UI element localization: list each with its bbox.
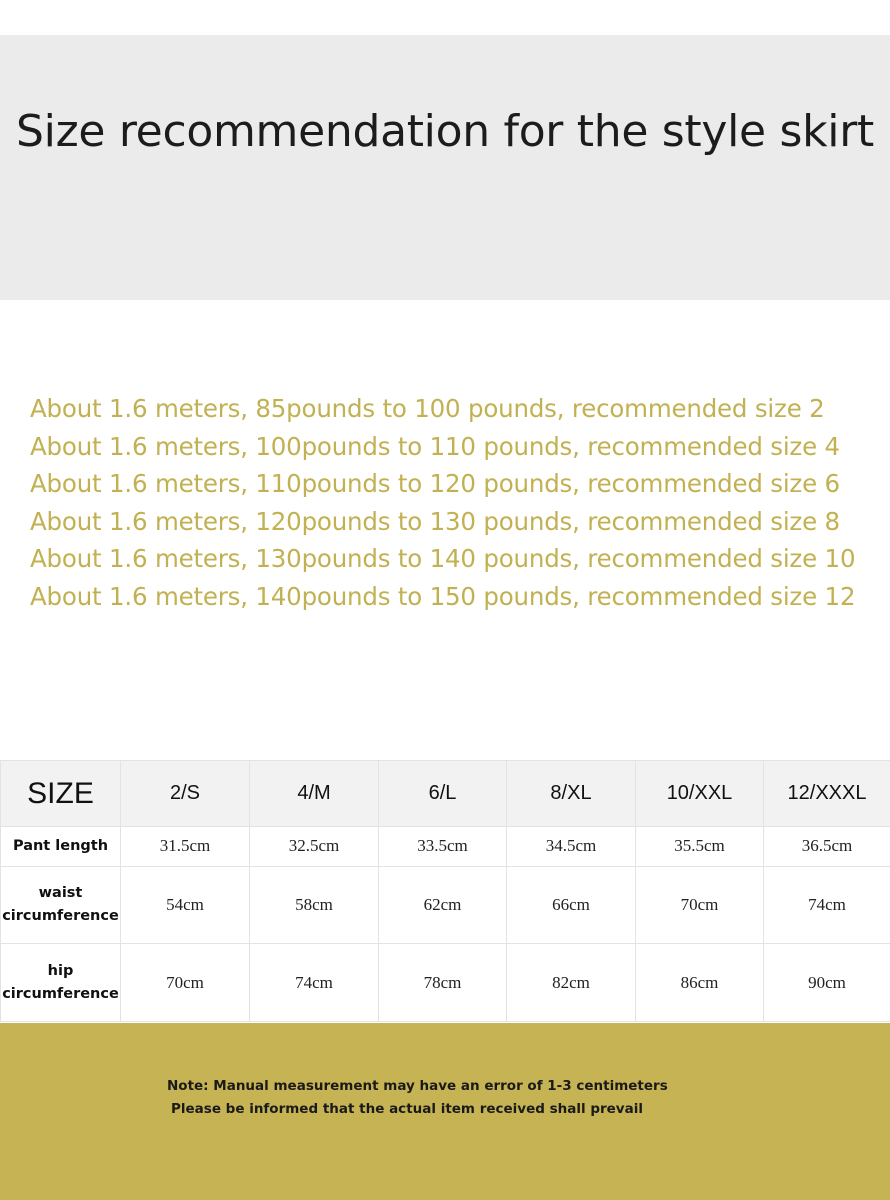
table-cell: 90cm xyxy=(764,944,890,1022)
recommendation-item: About 1.6 meters, 85pounds to 100 pounds, recommended size 2 xyxy=(30,394,825,423)
size-header-cell: 12/XXXL xyxy=(764,761,890,827)
size-header-cell: 6/L xyxy=(379,761,507,827)
table-cell: 54cm xyxy=(121,866,250,944)
table-cell: 66cm xyxy=(507,866,636,944)
recommendation-item: About 1.6 meters, 140pounds to 150 pounds, recommended size 12 xyxy=(30,581,856,611)
table-cell: 82cm xyxy=(507,944,636,1022)
row-label-pant-length xyxy=(1,827,121,867)
measurement-note xyxy=(167,1075,668,1121)
table-cell: 86cm xyxy=(636,944,764,1022)
table-cell: 33.5cm xyxy=(379,827,507,867)
table-row xyxy=(1,827,890,867)
note-banner xyxy=(0,1023,890,1200)
table-cell: 58cm xyxy=(250,866,379,944)
size-column-header: SIZE xyxy=(1,761,121,827)
table-row xyxy=(1,866,890,944)
recommendation-item: About 1.6 meters, 120pounds to 130 pounds, recommended size 8 xyxy=(30,506,840,536)
size-chart-table xyxy=(0,760,890,1022)
size-header-cell: 8/XL xyxy=(507,761,636,827)
header-band xyxy=(0,35,890,300)
note-line-2: Please be informed that the actual item received shall prevail xyxy=(171,1101,643,1117)
table-cell: 74cm xyxy=(764,866,890,944)
row-label-line: waist xyxy=(38,884,83,901)
table-cell: 32.5cm xyxy=(250,827,379,867)
table-cell: 35.5cm xyxy=(636,827,764,867)
row-label-line: Pant length xyxy=(12,837,109,854)
table-cell: 70cm xyxy=(121,944,250,1022)
note-line-1: Note: Manual measurement may have an error of 1-3 centimeters xyxy=(167,1078,668,1094)
recommendation-list xyxy=(30,390,890,615)
table-cell: 36.5cm xyxy=(764,827,890,867)
recommendation-item: About 1.6 meters, 100pounds to 110 pounds, recommended size 4 xyxy=(30,431,840,461)
row-label-waist-circumference xyxy=(1,866,121,944)
table-cell: 34.5cm xyxy=(507,827,636,867)
table-cell: 70cm xyxy=(636,866,764,944)
size-header-cell: 4/M xyxy=(250,761,379,827)
row-label-hip-circumference xyxy=(1,944,121,1022)
size-header-cell: 10/XXL xyxy=(636,761,764,827)
row-label-line: hip xyxy=(47,962,74,979)
recommendation-item: About 1.6 meters, 130pounds to 140 pounds, recommended size 10 xyxy=(30,544,856,573)
recommendation-item: About 1.6 meters, 110pounds to 120 pounds, recommended size 6 xyxy=(30,469,840,498)
table-cell: 78cm xyxy=(379,944,507,1022)
table-cell: 62cm xyxy=(379,866,507,944)
table-row xyxy=(1,944,890,1022)
table-cell: 31.5cm xyxy=(121,827,250,867)
size-header-cell: 2/S xyxy=(121,761,250,827)
table-cell: 74cm xyxy=(250,944,379,1022)
row-label-line: circumference xyxy=(2,985,119,1002)
table-header-row xyxy=(1,761,890,827)
page-title: Size recommendation for the style skirt xyxy=(16,106,874,157)
row-label-line: circumference xyxy=(2,907,119,924)
